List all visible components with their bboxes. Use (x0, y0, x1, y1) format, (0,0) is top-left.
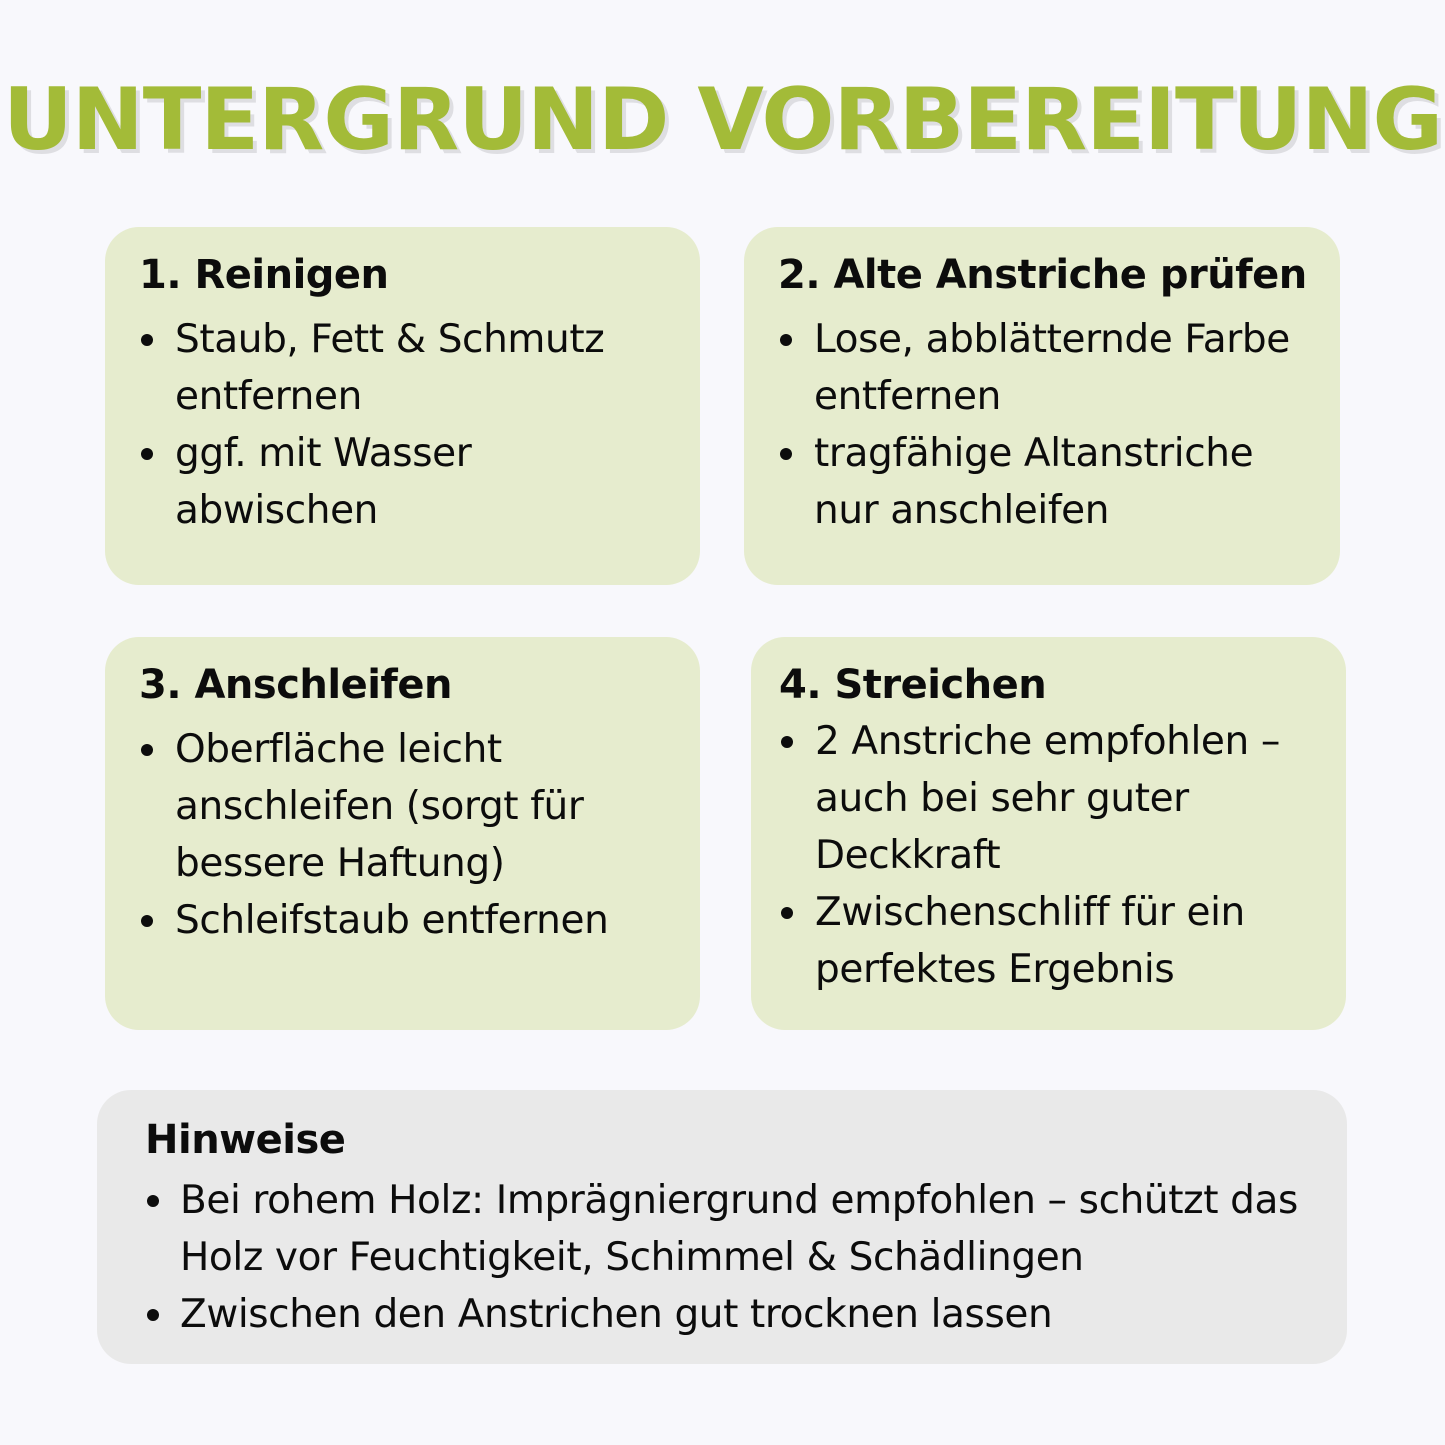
notes-card (97, 1090, 1347, 1364)
step-list (139, 311, 680, 539)
list-item-text: Bei rohem Holz: Imprägniergrund empfohlen – schützt das Holz vor Feuchtigkeit, Schimmel & Schädlingen (180, 1178, 1298, 1280)
bullet-icon (141, 448, 153, 460)
list-item-text: Oberfläche leicht anschleifen (sorgt für bessere Haftung) (175, 727, 584, 886)
bullet-icon (141, 744, 153, 756)
step-heading: 3. Anschleifen (139, 662, 452, 708)
step-heading: 4. Streichen (779, 662, 1047, 708)
step-list (778, 311, 1320, 539)
bullet-icon (147, 1309, 159, 1321)
step-card-anschleifen (105, 637, 700, 1030)
list-item-text: tragfähige Altanstriche nur anschleifen (814, 431, 1254, 533)
list-item (145, 1286, 1327, 1343)
step-list (779, 713, 1336, 998)
bullet-icon (141, 915, 153, 927)
list-item-text: ggf. mit Wasser abwischen (175, 431, 472, 533)
list-item (778, 425, 1320, 539)
list-item-text: Staub, Fett & Schmutz entfernen (175, 317, 605, 419)
list-item (139, 311, 680, 425)
step-card-reinigen (105, 227, 700, 585)
step-heading: 2. Alte Anstriche prüfen (778, 252, 1307, 298)
notes-heading: Hinweise (145, 1117, 346, 1163)
list-item (778, 311, 1320, 425)
list-item-text: Zwischenschliff für ein perfektes Ergebnis (815, 890, 1245, 992)
notes-list (145, 1172, 1327, 1343)
bullet-icon (141, 334, 153, 346)
page-title: UNTERGRUND VORBEREITUNG (2, 70, 1443, 170)
bullet-icon (781, 907, 793, 919)
bullet-icon (147, 1195, 159, 1207)
bullet-icon (781, 736, 793, 748)
list-item-text: Lose, abblätternde Farbe entfernen (814, 317, 1290, 419)
list-item-text: 2 Anstriche empfohlen – auch bei sehr guter Deckkraft (815, 719, 1280, 878)
step-heading: 1. Reinigen (139, 252, 389, 298)
step-list (139, 721, 680, 949)
list-item-text: Zwischen den Anstrichen gut trocknen lassen (180, 1292, 1053, 1337)
list-item (139, 892, 680, 949)
list-item (139, 425, 680, 539)
bullet-icon (780, 334, 792, 346)
list-item (139, 721, 680, 892)
list-item (779, 884, 1336, 998)
bullet-icon (780, 448, 792, 460)
list-item (145, 1172, 1327, 1286)
list-item (779, 713, 1336, 884)
step-card-streichen (751, 637, 1346, 1030)
list-item-text: Schleifstaub entfernen (175, 898, 609, 943)
step-card-alte-anstriche (744, 227, 1340, 585)
